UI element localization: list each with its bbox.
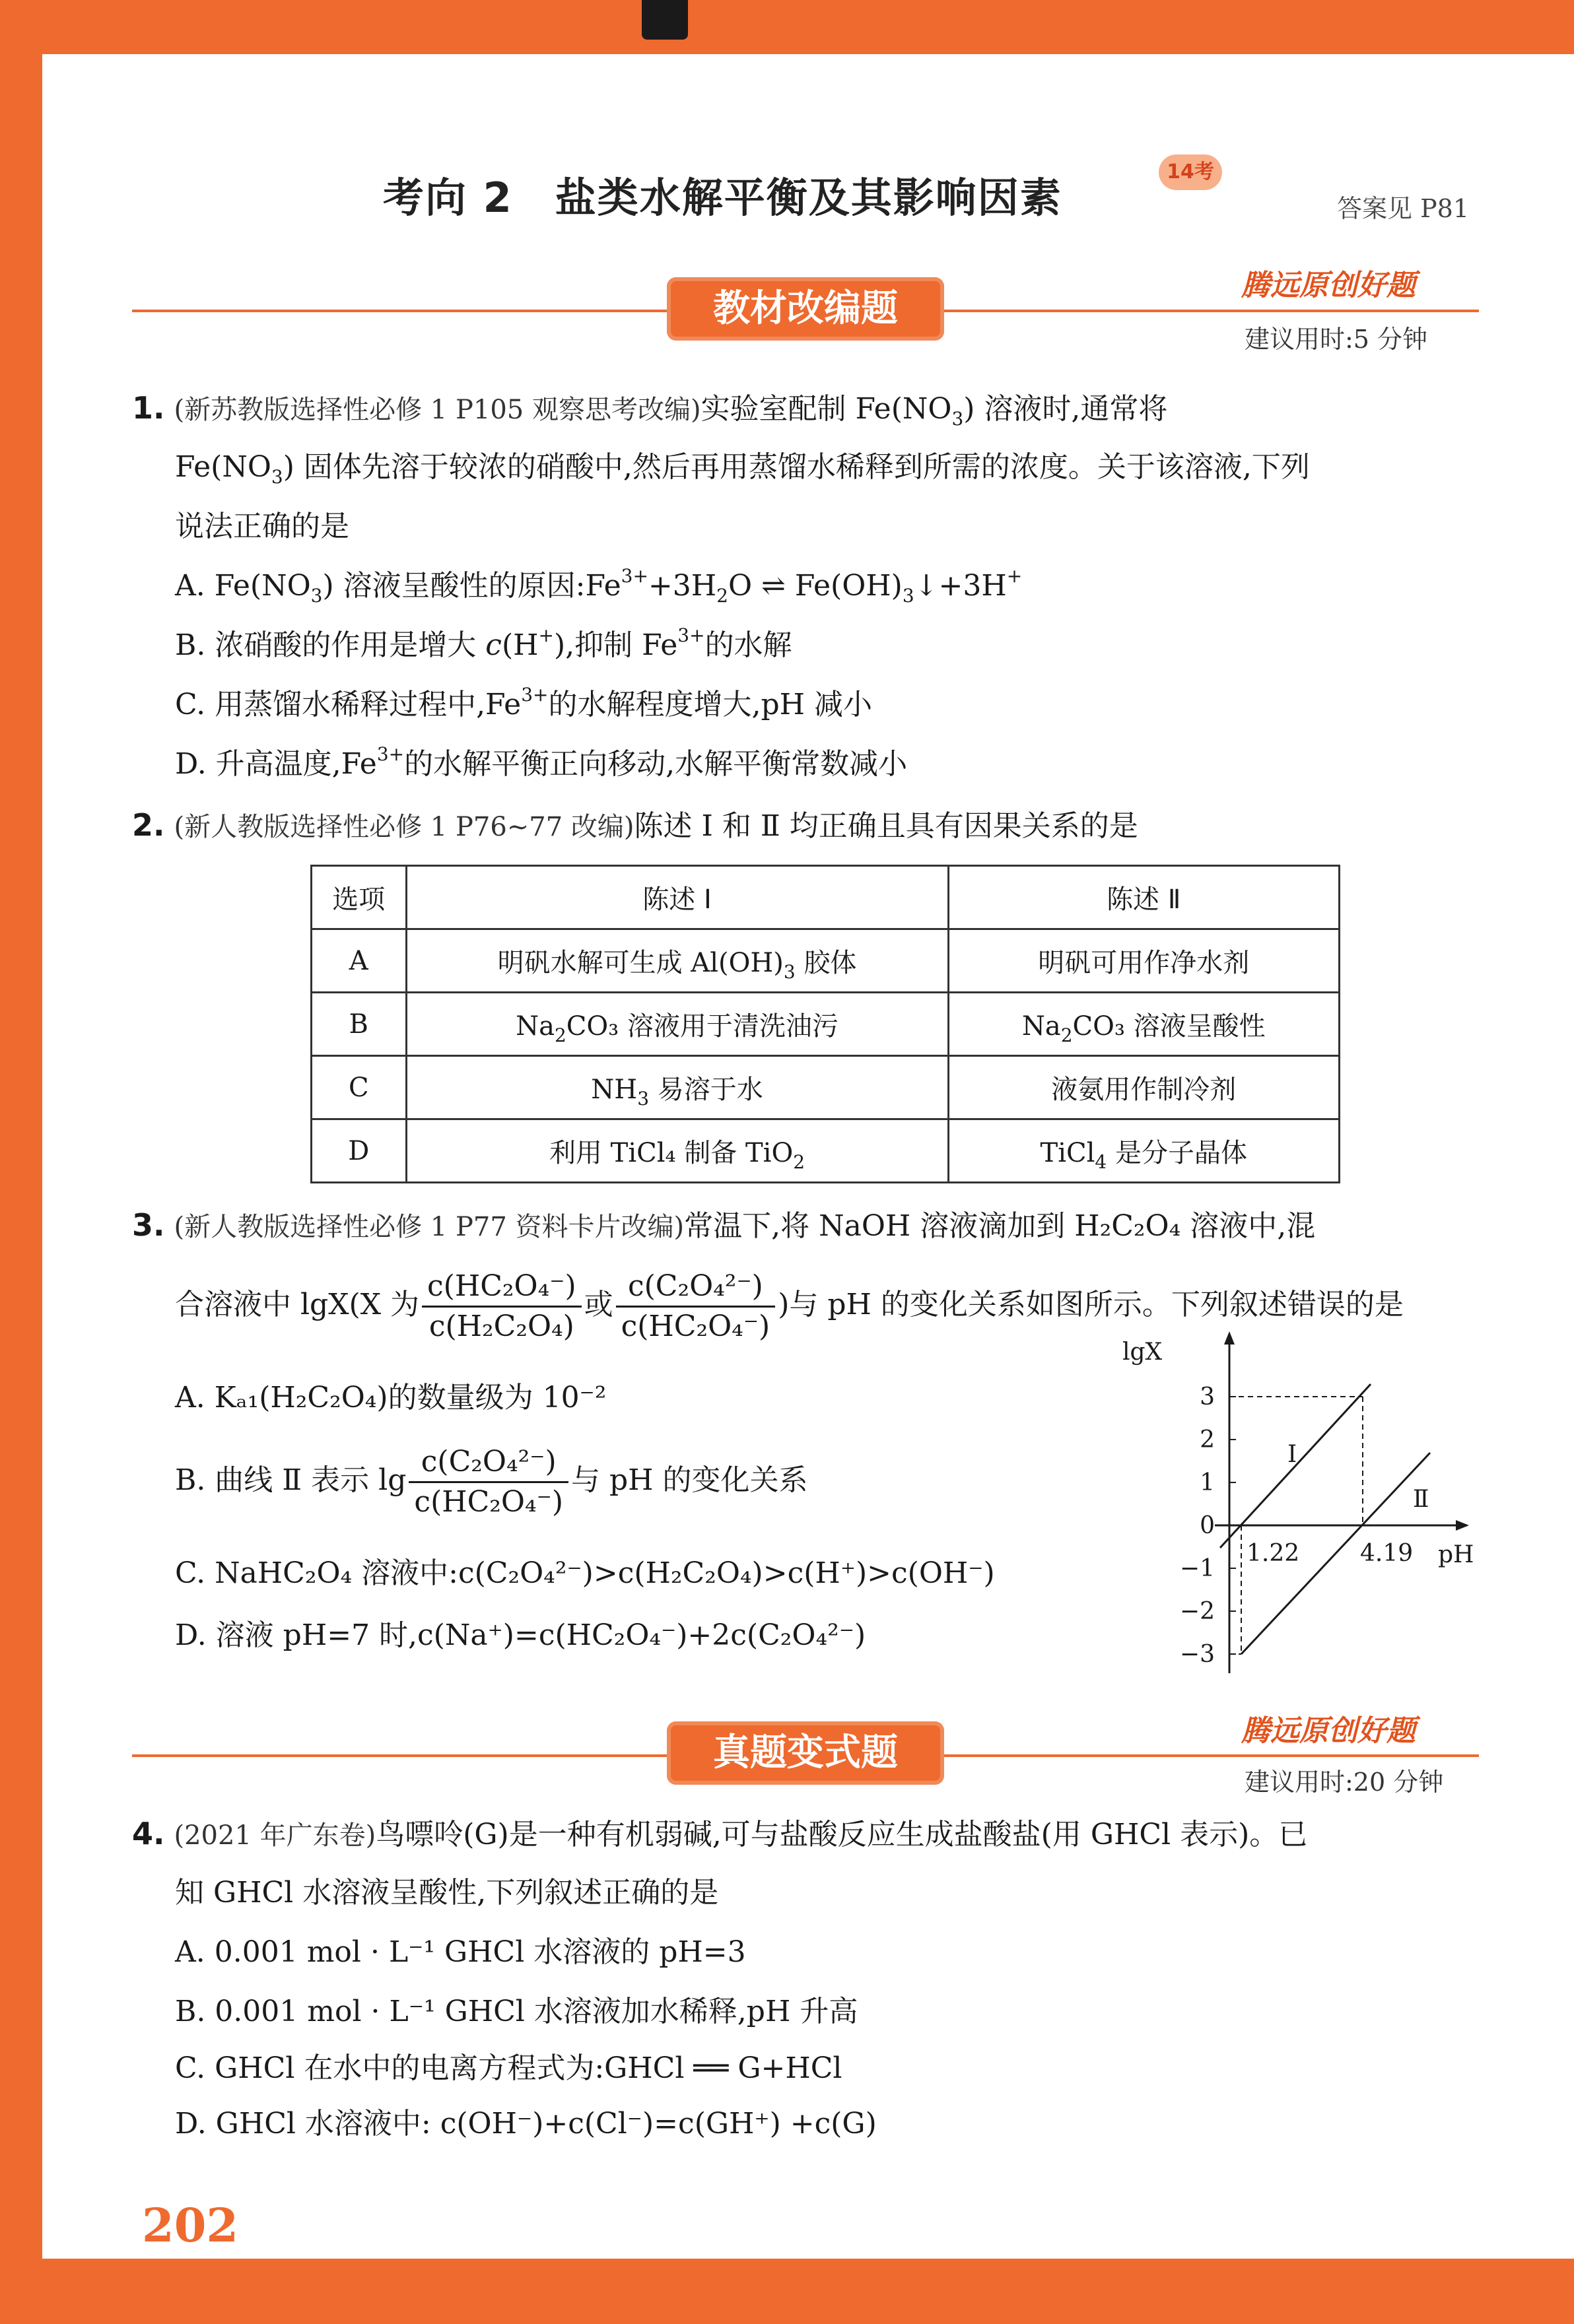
question-2-stem: 2. (新人教版选择性必修 1 P76~77 改编)陈述 Ⅰ 和 Ⅱ 均正确且具有因果关系的是: [132, 807, 1138, 843]
table-cell: 利用 TiCl₄ 制备 TiO$_2$: [406, 1119, 948, 1183]
y-tick-label: 1: [1200, 1469, 1215, 1496]
x-marker-label: 1.22: [1247, 1540, 1300, 1567]
brand-label: 腾远原创好题: [1241, 269, 1416, 302]
question-3-option-c: C. NaHC₂O₄ 溶液中:c(C₂O₄²⁻)>c(H₂C₂O₄)>c(H⁺)>c(OH⁻): [175, 1556, 995, 1590]
question-4-line-1: 4. (2021 年广东卷)鸟嘌呤(G)是一种有机弱碱,可与盐酸反应生成盐酸盐(用 GHCl 表示)。已: [132, 1816, 1308, 1851]
question-source: (2021 年广东卷): [174, 1820, 376, 1851]
x-axis-label: pH: [1438, 1541, 1474, 1568]
question-4-option-a: A. 0.001 mol · L⁻¹ GHCl 水溶液的 pH=3: [175, 1935, 746, 1969]
question-3-option-b: B. 曲线 Ⅱ 表示 lg $\frac{\text{c(C₂O₄²⁻)}}{\text{c(HC₂O₄⁻)}}$ 与 pH 的变化关系: [175, 1443, 808, 1521]
curve-i-label: Ⅰ: [1287, 1441, 1297, 1468]
section-label-textbook: 教材改编题: [667, 277, 944, 341]
question-3-option-d: D. 溶液 pH=7 时,c(Na⁺)=c(HC₂O₄⁻)+2c(C₂O₄²⁻): [175, 1618, 866, 1652]
table-header-row: [312, 866, 1340, 929]
y-tick-label: −1: [1179, 1555, 1215, 1582]
section-rule-right: [944, 1754, 1479, 1757]
question-1-line-3: 说法正确的是: [175, 510, 349, 543]
exam-count-badge: 14考: [1159, 154, 1222, 190]
y-tick-label: 0: [1200, 1512, 1215, 1539]
section-rule-left: [132, 310, 667, 312]
fraction: $\frac{\text{c(C₂O₄²⁻)}}{\text{c(HC₂O₄⁻)}}$: [409, 1443, 568, 1521]
table-cell: TiCl$_4$ 是分子晶体: [948, 1119, 1339, 1183]
suggested-time: 建议用时:20 分钟: [1245, 1768, 1444, 1797]
y-tick-label: −2: [1179, 1598, 1215, 1625]
question-4-option-d: D. GHCl 水溶液中: c(OH⁻)+c(Cl⁻)=c(GH⁺) +c(G): [175, 2107, 877, 2141]
question-3-option-a: A. Kₐ₁(H₂C₂O₄)的数量级为 10⁻²: [175, 1381, 607, 1414]
y-tick-label: 2: [1200, 1426, 1215, 1453]
table-cell: 液氨用作制冷剂: [948, 1056, 1339, 1119]
question-3-line-2: 合溶液中 lgX(X 为 $\frac{\text{c(HC₂O₄⁻)}}{\text{c(H₂C₂O₄)}}$ 或 $\frac{\text{c(C₂O₄²⁻)}}{\text{c(HC₂O₄⁻)}}$ )与 pH 的变化关系如图所示。下列叙述错误的是: [175, 1267, 1404, 1346]
brand-label: 腾远原创好题: [1241, 1714, 1416, 1748]
question-4-option-b: B. 0.001 mol · L⁻¹ GHCl 水溶液加水稀释,pH 升高: [175, 1995, 858, 2028]
table-cell: A: [312, 929, 407, 993]
table-cell: $NH_3$ 易溶于水: [406, 1056, 948, 1119]
y-axis-arrow: [1224, 1331, 1235, 1345]
x-marker-label: 4.19: [1360, 1540, 1414, 1567]
question-1-option-c: C. 用蒸馏水稀释过程中$,Fe^{3+}$的水解程度增大,pH 减小: [175, 684, 873, 721]
lgx-ph-graph: [1122, 1330, 1492, 1686]
question-number: 1.: [132, 390, 165, 426]
table-cell: B: [312, 993, 407, 1056]
table-row: [312, 1119, 1340, 1183]
question-source: (新人教版选择性必修 1 P76~77 改编): [174, 812, 634, 842]
question-source: (新苏教版选择性必修 1 P105 观察思考改编): [174, 395, 701, 425]
section-rule-right: [944, 310, 1479, 312]
question-1-option-a: A. $Fe(NO_3)$ 溶液呈酸性的原因$:Fe^{3+}+3H_2O$ ⇌ $Fe(OH)_3↓+3H^+$: [175, 565, 1023, 607]
table-cell: $Na_2CO_3$ 溶液呈酸性: [948, 993, 1339, 1056]
statements-table: [310, 865, 1340, 1183]
section-label-real-exam: 真题变式题: [667, 1721, 944, 1785]
y-axis-label: lgX: [1122, 1339, 1163, 1366]
question-number: 4.: [132, 1816, 165, 1851]
table-header: 陈述 Ⅰ: [406, 866, 948, 929]
question-3-line-1: 3. (新人教版选择性必修 1 P77 资料卡片改编)常温下,将 NaOH 溶液滴加到 H₂C₂O₄ 溶液中,混: [132, 1207, 1316, 1243]
table-cell: 明矾可用作净水剂: [948, 929, 1339, 993]
table-cell: D: [312, 1119, 407, 1183]
table-cell: 明矾水解可生成 $Al(OH)_3$ 胶体: [406, 929, 948, 993]
table-cell: C: [312, 1056, 407, 1119]
page-number: 202: [142, 2198, 239, 2253]
table-row: [312, 929, 1340, 993]
table-cell: $Na_2CO_3$ 溶液用于清洗油污: [406, 993, 948, 1056]
table-header: 选项: [312, 866, 407, 929]
curve-ii-label: Ⅱ: [1413, 1486, 1429, 1513]
fraction: $\frac{\text{c(C₂O₄²⁻)}}{\text{c(HC₂O₄⁻)}}$: [616, 1267, 776, 1346]
table-header: 陈述 Ⅱ: [948, 866, 1339, 929]
question-number: 3.: [132, 1207, 165, 1243]
question-1-option-b: B. 浓硝酸的作用是增大 c(H+),抑制 $Fe^{3+}$的水解: [175, 624, 792, 662]
table-row: [312, 993, 1340, 1056]
y-tick-label: 3: [1200, 1383, 1215, 1411]
section-rule-left: [132, 1754, 667, 1757]
question-1-line-1: 1. (新苏教版选择性必修 1 P105 观察思考改编)实验室配制 $Fe(NO_3)$ 溶液时,通常将: [132, 390, 1168, 430]
question-4-option-c: C. GHCl 在水中的电离方程式为:GHCl ══ G+HCl: [175, 2051, 842, 2085]
question-4-line-2: 知 GHCl 水溶液呈酸性,下列叙述正确的是: [175, 1876, 719, 1909]
page-title: 考向 2 盐类水解平衡及其影响因素: [383, 174, 1062, 222]
question-source: (新人教版选择性必修 1 P77 资料卡片改编): [174, 1212, 685, 1242]
page-border-top: [0, 0, 1574, 53]
table-row: [312, 1056, 1340, 1119]
x-axis-arrow: [1456, 1520, 1469, 1531]
answer-reference: 答案见 P81: [1337, 194, 1470, 223]
fraction: $\frac{\text{c(HC₂O₄⁻)}}{\text{c(H₂C₂O₄)}}$: [422, 1267, 582, 1346]
suggested-time: 建议用时:5 分钟: [1245, 325, 1428, 354]
y-tick-label: −3: [1179, 1641, 1215, 1668]
binder-tab: [642, 0, 688, 40]
question-1-line-2: $Fe(NO_3)$ 固体先溶于较浓的硝酸中,然后再用蒸馏水稀释到所需的浓度。关于该溶液,下列: [175, 450, 1310, 488]
question-number: 2.: [132, 807, 165, 843]
question-1-option-d: D. 升高温度$,Fe^{3+}$的水解平衡正向移动,水解平衡常数减小: [175, 743, 908, 781]
